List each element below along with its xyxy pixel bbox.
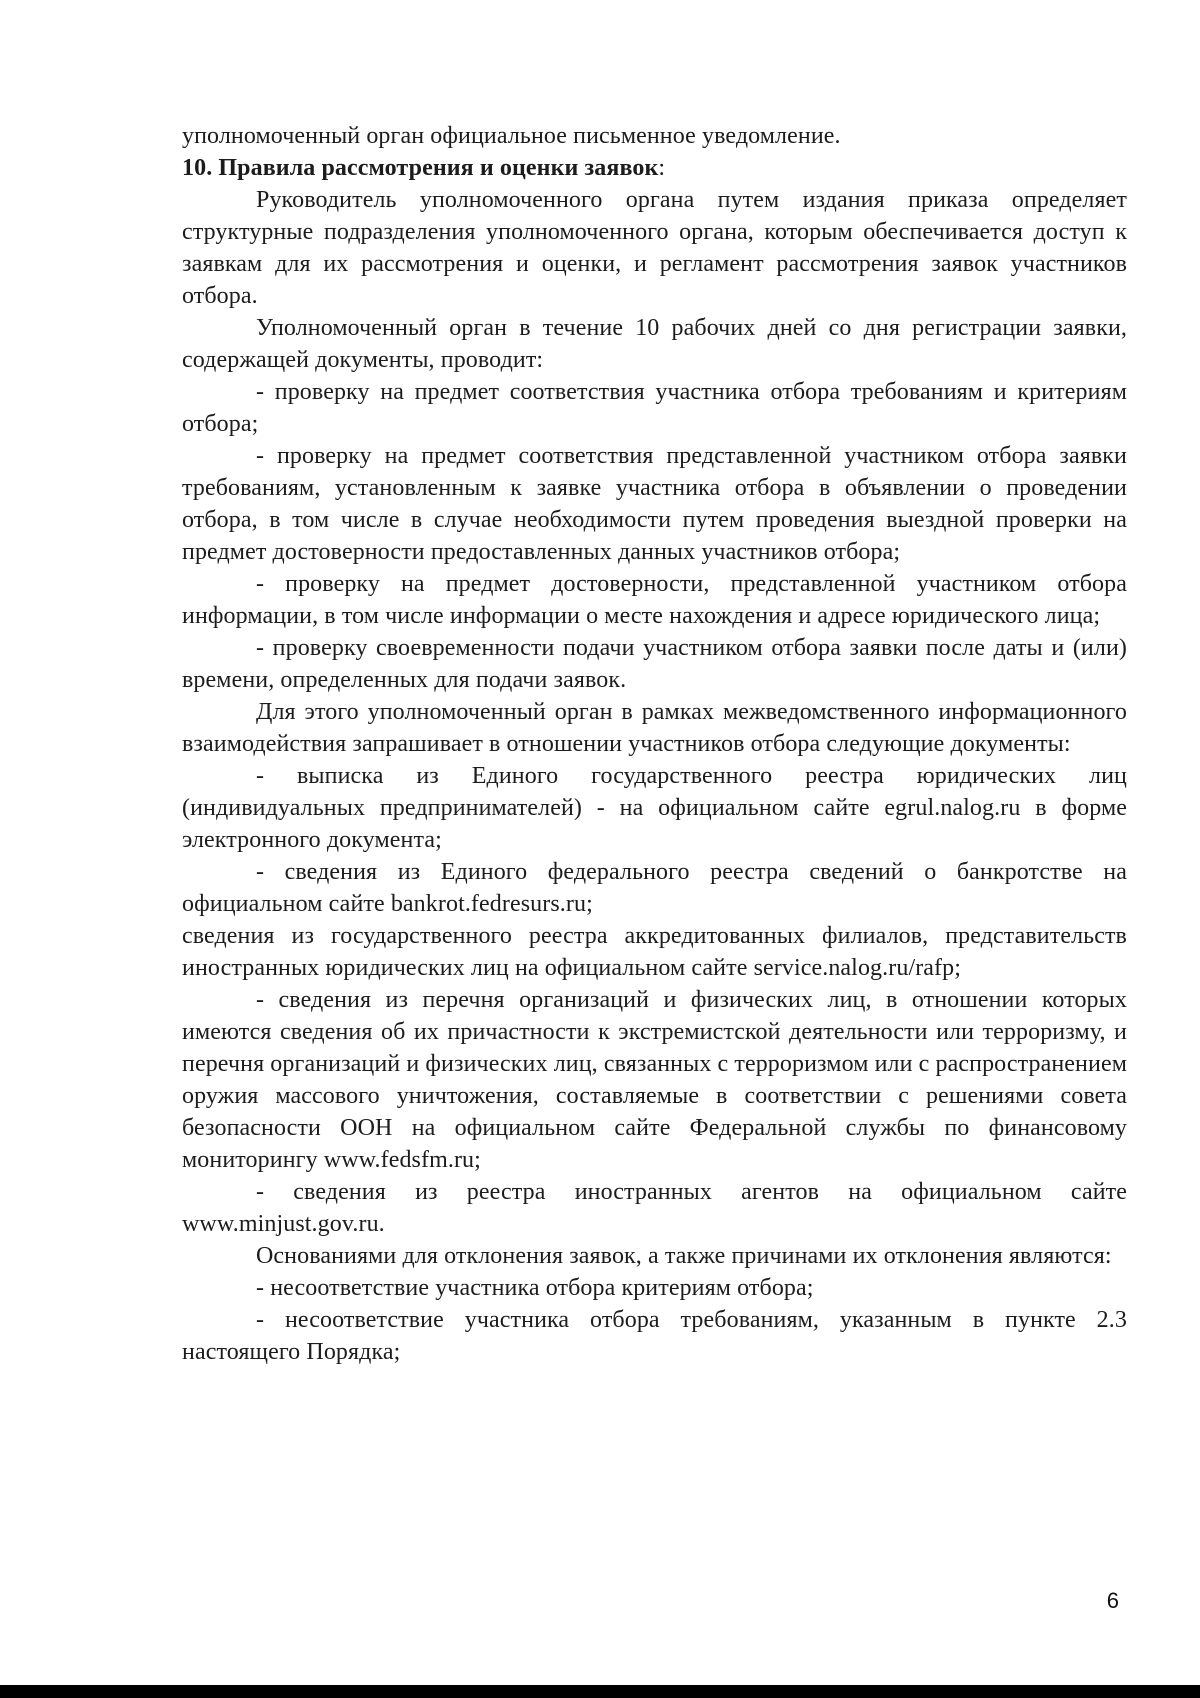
page-number: 6	[1106, 1588, 1119, 1613]
list-item-accredited-branches: сведения из государственного реестра аккредитованных филиалов, представительств иностранных юридических лиц на официальном сайте service.nalog.ru/rafp;	[182, 923, 1127, 981]
list-item-timeliness-check: - проверку своевременности подачи участником отбора заявки после даты и (или) времени, определенных для подачи заявок.	[182, 635, 1127, 693]
paragraph-head-of-authority: Руководитель уполномоченного органа путем издания приказа определяет структурные подразделения уполномоченного органа, которым обеспечивается доступ к заявкам для их рассмотрения и оценки, и регламент рассмотрения заявок участников отбора.	[182, 187, 1127, 309]
list-item-extremism-list: - сведения из перечня организаций и физических лиц, в отношении которых имеются сведения об их причастности к экстремистской деятельности или терроризму, и перечня организаций и физических лиц, связанных с терроризмом или с распространением оружия массового уничтожения, составляемые в соответствии с решениями совета безопасности ООН на официальном сайте Федеральной службы по финансовому мониторингу www.fedsfm.ru;	[182, 987, 1127, 1173]
document-body	[182, 120, 1127, 1368]
section-heading-colon: :	[658, 155, 666, 181]
section-heading	[182, 152, 1127, 184]
list-item-criteria-check: - проверку на предмет соответствия участника отбора требованиям и критериям отбора;	[182, 379, 1127, 437]
list-item-reliability-check: - проверку на предмет достоверности, представленной участником отбора информации, в том числе информации о месте нахождения и адресе юридического лица;	[182, 571, 1127, 629]
list-item-foreign-agents: - сведения из реестра иностранных агентов на официальном сайте www.minjust.gov.ru.	[182, 1179, 1127, 1237]
list-item-application-check: - проверку на предмет соответствия представленной участником отбора заявки требованиям, установленным к заявке участника отбора в объявлении о проведении отбора, в том числе в случае необходимости путем проведения выездной проверки на предмет достоверности предоставленных данных участников отбора;	[182, 443, 1127, 565]
list-item-criteria-mismatch: - несоответствие участника отбора критериям отбора;	[256, 1275, 814, 1301]
section-heading-title: 10. Правила рассмотрения и оценки заявок	[182, 155, 659, 181]
paragraph-interagency-request: Для этого уполномоченный орган в рамках межведомственного информационного взаимодействия запрашивает в отношении участников отбора следующие документы:	[182, 699, 1127, 757]
list-item-egrul-extract: - выписка из Единого государственного реестра юридических лиц (индивидуальных предпринимателей) - на официальном сайте egrul.nalog.ru в форме электронного документа;	[182, 763, 1127, 853]
list-item-requirements-mismatch: - несоответствие участника отбора требованиям, указанным в пункте 2.3 настоящего Порядка;	[182, 1307, 1127, 1365]
list-item-bankruptcy-registry: - сведения из Единого федерального реестра сведений о банкротстве на официальном сайте bankrot.fedresurs.ru;	[182, 859, 1127, 917]
paragraph-authority-checks: Уполномоченный орган в течение 10 рабочих дней со дня регистрации заявки, содержащей документы, проводит:	[182, 315, 1127, 373]
bottom-border	[0, 1685, 1200, 1698]
paragraph-rejection-grounds: Основаниями для отклонения заявок, а также причинами их отклонения являются:	[256, 1243, 1112, 1269]
paragraph-continuation: уполномоченный орган официальное письменное уведомление.	[182, 123, 841, 149]
